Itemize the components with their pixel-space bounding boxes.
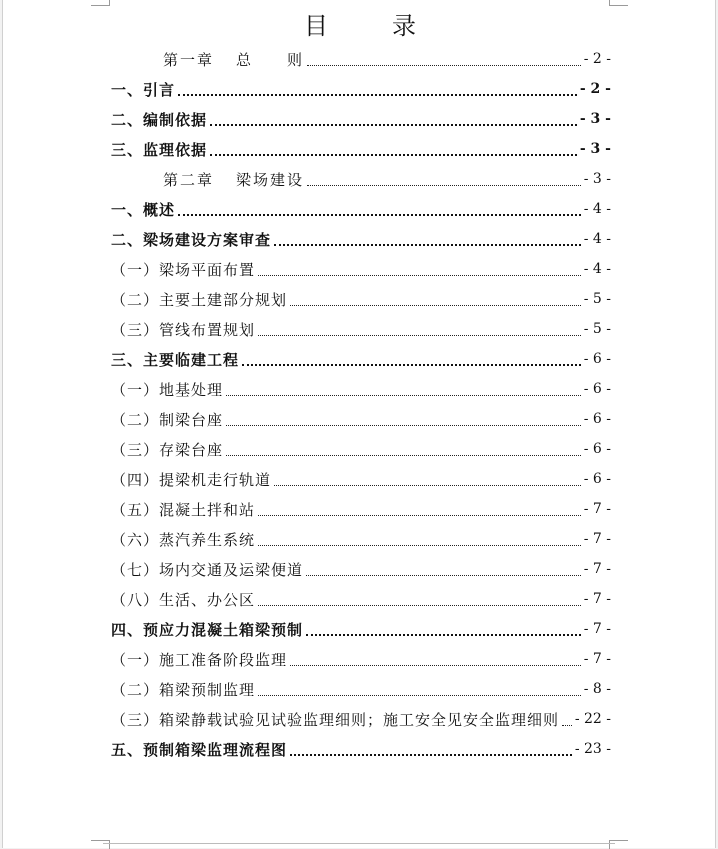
toc-dot-leader	[258, 514, 581, 516]
toc-dot-leader	[306, 633, 581, 636]
toc-entry[interactable]	[111, 584, 611, 614]
toc-chapter-number: 第二章	[163, 170, 215, 189]
toc-entry[interactable]	[111, 434, 611, 464]
toc-page-number: - 6 -	[583, 381, 611, 397]
toc-dot-leader	[258, 274, 581, 276]
toc-page-number: - 7 -	[583, 651, 611, 667]
toc-entry-label: （五）混凝土拌和站	[111, 500, 256, 519]
toc-entry-label: 二、梁场建设方案审查	[111, 230, 272, 249]
toc-entry[interactable]	[111, 284, 611, 314]
toc-entry-label: （六）蒸汽养生系统	[111, 530, 256, 549]
toc-entry[interactable]	[111, 134, 611, 164]
toc-dot-leader	[290, 753, 572, 756]
toc-page-number: - 6 -	[583, 471, 611, 487]
toc-page-number: - 7 -	[583, 531, 611, 547]
toc-dot-leader	[306, 574, 581, 576]
toc-entry-label	[163, 49, 304, 70]
toc-dot-leader	[258, 544, 581, 546]
toc-page-number: - 4 -	[583, 201, 611, 217]
toc-entry[interactable]	[111, 44, 611, 74]
toc-page-number: - 7 -	[583, 561, 611, 577]
toc-page-number: - 22 -	[574, 711, 611, 727]
toc-entry[interactable]	[111, 194, 611, 224]
toc-entry[interactable]	[111, 224, 611, 254]
page-bottom-edge	[103, 843, 615, 844]
toc-page-number: - 6 -	[583, 411, 611, 427]
toc-entry-label: （一）地基处理	[111, 380, 224, 399]
toc-dot-leader	[226, 394, 581, 396]
toc-dot-leader	[178, 213, 581, 216]
toc-page-number: - 4 -	[583, 261, 611, 277]
toc-entry-label: 四、预应力混凝土箱梁预制	[111, 620, 304, 639]
toc-dot-leader	[210, 153, 577, 156]
toc-chapter-title: 梁场建设	[236, 170, 305, 189]
toc-entry[interactable]	[111, 374, 611, 404]
toc-entry-label: （二）制梁台座	[111, 410, 224, 429]
toc-entry[interactable]	[111, 524, 611, 554]
toc-entry[interactable]	[111, 464, 611, 494]
toc-entry-label: （八）生活、办公区	[111, 590, 256, 609]
toc-page-number: - 5 -	[583, 291, 611, 307]
toc-page-number: - 3 -	[579, 141, 611, 157]
toc-entry[interactable]	[111, 254, 611, 284]
toc-entry-label: （一）施工准备阶段监理	[111, 650, 288, 669]
toc-entry[interactable]	[111, 614, 611, 644]
toc-entry[interactable]	[111, 404, 611, 434]
toc-dot-leader	[242, 363, 581, 366]
toc-page-number: - 2 -	[579, 81, 611, 97]
toc-entry-label: 三、监理依据	[111, 140, 208, 159]
toc-entry[interactable]	[111, 344, 611, 374]
toc-entry[interactable]	[111, 674, 611, 704]
toc-page-number: - 3 -	[579, 111, 611, 127]
toc-page-number: - 23 -	[574, 741, 611, 757]
toc-page-number: - 3 -	[583, 171, 611, 187]
toc-entry[interactable]	[111, 164, 611, 194]
toc-entry[interactable]	[111, 104, 611, 134]
toc-dot-leader	[258, 694, 581, 696]
toc-entry-label: （一）梁场平面布置	[111, 260, 256, 279]
toc-dot-leader	[274, 484, 581, 486]
toc-entry-label: （二）主要土建部分规划	[111, 290, 288, 309]
toc-page-number: - 7 -	[583, 621, 611, 637]
toc-dot-leader	[258, 604, 581, 606]
toc-entry-label: 一、引言	[111, 80, 176, 99]
toc-dot-leader	[274, 243, 581, 246]
toc-page-number: - 7 -	[583, 591, 611, 607]
toc-entry[interactable]	[111, 74, 611, 104]
toc-dot-leader	[562, 724, 572, 726]
toc-entry-label: 三、主要临建工程	[111, 350, 240, 369]
page-title: 目 录	[304, 12, 436, 40]
toc-dot-leader	[307, 184, 581, 186]
toc-dot-leader	[258, 334, 581, 336]
toc-entry-label: （四）提梁机走行轨道	[111, 470, 272, 489]
toc-dot-leader	[226, 424, 581, 426]
toc-page-number: - 4 -	[583, 231, 611, 247]
table-of-contents	[111, 44, 611, 764]
toc-page-number: - 2 -	[583, 51, 611, 67]
toc-entry-label: 五、预制箱梁监理流程图	[111, 740, 288, 759]
toc-entry-label: （七）场内交通及运梁便道	[111, 560, 304, 579]
toc-dot-leader	[290, 304, 581, 306]
toc-entry[interactable]	[111, 314, 611, 344]
toc-entry-label: （二）箱梁预制监理	[111, 680, 256, 699]
toc-entry-label: 一、概述	[111, 200, 176, 219]
toc-entry-label: 二、编制依据	[111, 110, 208, 129]
toc-entry[interactable]	[111, 554, 611, 584]
toc-page-number: - 6 -	[583, 351, 611, 367]
toc-entry[interactable]	[111, 494, 611, 524]
toc-dot-leader	[178, 93, 577, 96]
toc-entry-label	[163, 169, 304, 190]
toc-entry-label: （三）存梁台座	[111, 440, 224, 459]
document-page	[2, 0, 716, 848]
toc-dot-leader	[290, 664, 581, 666]
toc-page-number: - 7 -	[583, 501, 611, 517]
toc-chapter-number: 第一章	[163, 50, 215, 69]
toc-dot-leader	[307, 64, 581, 66]
toc-page-number: - 6 -	[583, 441, 611, 457]
toc-chapter-title: 总 则	[236, 50, 305, 69]
toc-dot-leader	[226, 454, 581, 456]
toc-entry[interactable]	[111, 644, 611, 674]
toc-page-number: - 5 -	[583, 321, 611, 337]
toc-entry-label: （三）箱梁静载试验见试验监理细则；施工安全见安全监理细则	[111, 710, 560, 729]
toc-page-number: - 8 -	[583, 681, 611, 697]
toc-entry[interactable]	[111, 734, 611, 764]
toc-dot-leader	[210, 123, 577, 126]
toc-entry[interactable]	[111, 704, 611, 734]
toc-entry-label: （三）管线布置规划	[111, 320, 256, 339]
